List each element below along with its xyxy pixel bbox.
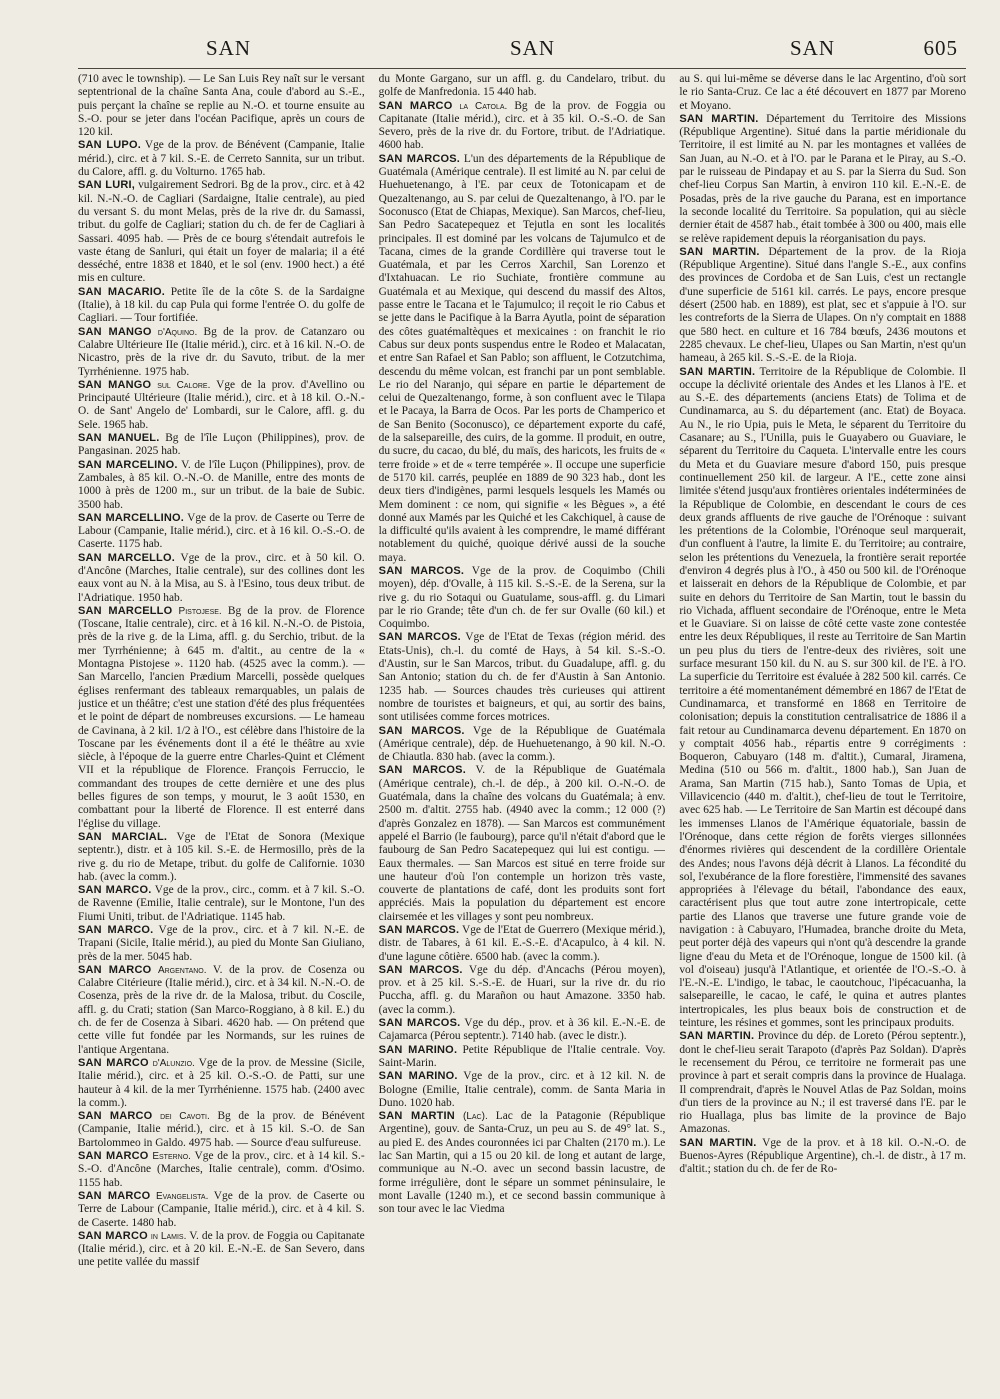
dictionary-entry	[78, 964, 365, 1057]
dictionary-entry	[679, 1030, 966, 1136]
entry-headword-qualifier: Argentano.	[157, 964, 207, 976]
entry-headword-qualifier: sul Calore.	[157, 379, 211, 391]
dictionary-entry	[78, 432, 365, 459]
dictionary-entry	[78, 326, 365, 379]
entry-headword: SAN MARCO	[78, 963, 152, 976]
dictionary-entry	[379, 964, 666, 1017]
entry-headword-qualifier: in Lamis.	[150, 1230, 187, 1242]
column-left	[78, 73, 365, 1393]
dictionary-entry	[679, 366, 966, 1031]
dictionary-entry	[679, 113, 966, 246]
entry-text: Bg de la prov. de Foggia ou Capitanate (Italie mérid.), circ. et à 35 kil. O.-S.-O. de San Severo, près de la rive dr. du Fortore, tribut. de l'Adriatique. 4600 hab.	[378, 99, 666, 152]
entry-text: Vge du dép., prov. et à 36 kil. E.-N.-E. de Cajamarca (Pérou septentr.). 7140 hab. (avec le distr.).	[378, 1017, 666, 1043]
entry-text: Vge de l'Etat de Guerrero (Mexique mérid.), distr. de Tabares, à 61 kil. E.-S.-E. d'Acapulco, à 4 kil. N. d'une lagune côtière. 6500 hab. (avec la comm.).	[378, 924, 666, 963]
column-middle	[379, 73, 666, 1393]
header-center: SAN	[510, 36, 556, 60]
entry-headword: SAN MARCOS.	[378, 764, 466, 777]
column-right	[679, 73, 966, 1393]
entry-headword: SAN MARCELINO.	[78, 458, 178, 471]
entry-headword: SAN MANGO	[78, 325, 152, 338]
dictionary-entry	[78, 512, 365, 552]
entry-text: Bg de la prov. de Florence (Toscane, Italie centrale), circ. et à 16 kil. N.-N.-O. de Pistoia, près de la rive g. de la Lima, affl. g. du Serchio, tribut. de la mer Tyrrhénienne; à 645 m. d'altit., au centre de la « Montagna Pistojese ». 1120 hab. (4525 avec la comm.). — San Marcello, l'ancien Prædium Marcelli, possède quelques églises renfermant des tableaux remarquables, un palais de justice et un théâtre; c'est une station d'été des plus fréquentées et le point de départ de nombreuses excursions. — Le hameau de Cavinana, à 2 kil. 1/2 à l'O., est célèbre dans l'histoire de la Toscane par les événements dont il a été le théâtre au xvie siècle, à l'époque de la guerre entre Charles-Quint et Clément VII et la république de Florence. François Ferruccio, le commandant des troupes de cette dernière et une des plus belles figures de son temps, y mourut, le 3 août 1530, en combattant pour la liberté de Florence. Il est enterré dans l'église du village.	[78, 604, 365, 830]
entry-headword: SAN MARCO	[378, 99, 453, 112]
dictionary-entry	[379, 1017, 666, 1044]
dictionary-entry	[78, 139, 365, 179]
entry-text: Vge de la prov. et à 18 kil. O.-N.-O. de Buenos-Ayres (République Argentine), ch.-l. de distr., à 17 m. d'altit.; station du ch. de fer de Ro-	[679, 1136, 967, 1176]
entry-text: Département du Territoire des Missions (République Argentine). Situé dans la partie méridionale du Territoire, il est limité au N. par les montagnes et vallées de San Juan, au N.-O. et à l'O. par le Parana et le Piray, au S.-O. par le ruisseau de Pindapay et au S. par la Sierra du Sud. Son chef-lieu Corpus San Martin, à environ 110 kil. E.-N.-E. de Posadas, près de la rive gauche du Parana, est en importance la seconde localité du Territoire. Sa population, qui au siècle dernier était de 4587 hab., était tombée à 300 ou 400, mais elle se relève rapidement depuis la réorganisation du pays.	[679, 112, 967, 245]
dictionary-entry	[679, 73, 966, 113]
dictionary-entry	[379, 725, 666, 765]
header-left: SAN	[206, 36, 252, 60]
entry-text: V. de la République de Guatémala (Amérique centrale), ch.-l. de dép., à 200 kil. O.-N.-O. de Guatémala, dans la chaîne des volcans du Guatémala; à env. 2500 m. d'altit. 2755 hab. (4940 avec la comm.; 12 000 (?) d'après Gonzalez en 1878). — San Marcos est communément appelé el Barrio (le faubourg), parce qu'il n'était d'abord que le faubourg de San Pedro Sacatepequez qui lui est contigu. — Eaux thermales. — San Marcos est situé en terre froide sur une hauteur d'où l'on contemple un horizon très vaste, couverte de plantations de café, dont les produits sont fort appréciés. Mais la population du département est encore clairsemée et les villages y sont peu nombreux.	[378, 764, 666, 923]
entry-text: Province du dép. de Loreto (Pérou septentr.), dont le chef-lieu serait Tarapoto (d'après Paz Soldan). D'après le recensement du Pérou, ce territoire ne formerait pas une province à part et serait compris dans la province de Hualaga. Il comprendrait, d'après le Nouvel Atlas de Paz Soldan, moins d'un tiers de la province au N.; il est traversé dans l'E. par le rio Huallaga, plus bas limite de la province de Bajo Amazonas.	[679, 1030, 967, 1136]
entry-text: Vge de la prov. de Messine (Sicile, Italie mérid.), circ. et à 25 kil. O.-S.-O. de Patti, sur une hauteur à 4 kil. de la mer Tyrrhénienne. 1575 hab. (2400 avec la comm.).	[78, 1056, 365, 1109]
dictionary-entry	[379, 631, 666, 724]
entry-text: Vge de la prov. de Coquimbo (Chili moyen), dép. d'Ovalle, à 115 kil. S.-S.-E. de la Serena, sur la rive g. du rio Sotaqui ou Guatulame, sous-affl. g. du Limari par le rio Grande; tête d'un ch. de fer sur Ovalle (60 kil.) et Coquimbo.	[378, 564, 666, 631]
dictionary-entry	[78, 1150, 365, 1190]
entry-headword: SAN MARINO.	[378, 1070, 458, 1083]
dictionary-entry	[379, 764, 666, 924]
entry-headword: SAN MARCOS.	[378, 631, 461, 644]
entry-headword: SAN MARCOS.	[378, 724, 465, 737]
entry-text: Petite République de l'Italie centrale. Voy. Saint-Marin.	[378, 1043, 666, 1069]
entry-headword: SAN MARTIN.	[679, 112, 759, 125]
entry-text: Vge de la prov. de Caserte ou Terre de Labour (Campanie, Italie mérid.), circ. et à 16 kil. O.-S.-O. de Caserte. 1175 hab.	[78, 511, 365, 551]
dictionary-entry	[78, 1230, 365, 1270]
entry-text: Vge de la République de Guatémala (Amérique centrale), dép. de Huehuetenango, à 90 kil. N.-O. de Chiautla. 830 hab. (avec la comm.).	[378, 724, 666, 764]
entry-headword: SAN MANUEL.	[78, 432, 160, 445]
entry-headword-qualifier: Pistojese.	[178, 605, 222, 617]
entry-text: Vge de la prov., circ. et à 50 kil. O. d'Ancône (Marches, Italie centrale), sur des collines dont les eaux vont au N. à la Misa, au S. à l'Esino, tous deux tribut. de l'Adriatique. 1950 hab.	[78, 551, 365, 604]
running-header	[78, 36, 966, 66]
entry-text: au S. qui lui-même se déverse dans le lac Argentino, d'où sort le rio Santa-Cruz. Ce lac a été découvert en 1877 par Moreno et Moyano.	[679, 73, 967, 112]
entry-text: Vge de l'Etat de Sonora (Mexique septentr.), distr. et à 105 kil. S.-E. de Hermosillo, près de la rive g. du rio de Metape, tribut. du golfe de Californie. 1030 hab. (avec la comm.).	[78, 830, 365, 883]
entry-text: Vge de la prov., circ. et à 14 kil. S.-S.-O. d'Ancône (Marches, Italie centrale), comm. d'Osimo. 1155 hab.	[78, 1150, 365, 1189]
dictionary-entry	[78, 924, 365, 964]
entry-headword: SAN MARTIN.	[679, 1030, 755, 1043]
text-columns	[78, 73, 966, 1393]
entry-headword-qualifier: la Catola.	[459, 100, 508, 112]
dictionary-entry	[78, 179, 365, 285]
dictionary-entry	[78, 605, 365, 831]
entry-text: Territoire de la République de Colombie. Il occupe la déclivité orientale des Andes et les Llanos à l'E. et au S.-E. des départements (anciens Etats) de Tolima et de Cundinamarca, au S. du département (anc. Etat) de Boyaca. Au N., le rio Upia, puis le Meta, le séparent du Territoire du Casanare; au S., l'Unilla, puis le Guayabero ou Guaviare, le séparent du Territoire du Caqueta. L'intervalle entre les cours du Meta et du Guaviare mesure d'abord 150, puis presque continuellement 250 kil. de largeur. A l'E., cette zone ainsi limitée s'étend jusqu'aux frontières orientales indéterminées de la République de Colombie, en descendant le cours de ces deux grands affluents de rive gauche de l'Orénoque : suivant les prétentions de la Colombie, l'Orénoque seul marquerait, d'un confluent à l'autre, la limite E. du Territoire; au contraire, selon les prétentions du Venezuela, la frontière serait reportée d'environ 4 degrés plus à l'O., à 450 ou 500 kil. de l'Orénoque et laisserait en dehors de la République de Colombie, et par suite en dehors du Territoire de San Martin, tout le bassin du rio Vichada, affluent secondaire de l'Orénoque, entre le Meta et le Guaviare. Si on laisse de côté cette vaste zone contestée entre les deux Républiques, il reste au Territoire de San Martin un peu plus du tiers de l'entre-deux des rivières, soit une surface mesurant 150 kil. du N. au S. sur 300 kil. de l'E. à l'O. La superficie du Territoire est évaluée à 282 500 kil. carrés. Ce territoire a été momentanément démembré en 1867 de l'Etat de Cundinamarca, et transformé en 1868 en Territoire de colonisation; depuis la constitution centralisatrice de 1886 il a fait retour au Cundinamarca devenu département. En 1870 on y comptait 4056 hab., répartis entre 9 corrégiments : Boqueron, Cabuyaro (148 m. d'altit.), Cumaral, Jiramena, Medina (510 ou 566 m. d'altit., 1800 hab.), San Juan de Arama, San Martin (715 hab.), Santo Tomas de Upia, et Villavicencio (440 m. d'altit.), chef-lieu de tout le Territoire, avec 625 hab. — Le Territoire de San Martin est découpé dans les immenses Llanos de l'Amérique équatoriale, bassin de l'Orénoque, dans cette région de forêts vierges sillonnées d'énormes rivières qui descendent de la cordillère Orientale des Andes; nous l'avons déjà décrit à Llanos. La fécondité du sol, l'exubérance de la flore forestière, l'immensité des savanes appropriées à l'élevage du bétail, l'abondance des eaux, caractérisent plus que tout autre zone intertropicale, cette partie des Llanos que traverse une future grande voie de navigation : à Cabuyaro, l'Humadea, branche droite du Meta, peut porter déjà des vapeurs qui n'ont qu'à descendre la grande ligne d'eau du Meta et de l'Orénoque, longue de 1500 kil. (à vol d'oiseau) jusqu'à l'Atlantique, et orientée de l'O.-S.-O. à l'E.-N.-E. L'indigo, le tabac, le caoutchouc, l'ipécacuanha, la salsepareille, le cacao, le café, le quina et autres plantes intertropicales, les plus beaux bois de construction et de teinture, les résines et gommes, sont les principaux produits.	[679, 365, 967, 1030]
entry-headword: SAN MARTIN.	[679, 365, 756, 378]
entry-text: V. de l'île Luçon (Philippines), prov. de Zambales, à 85 kil. O.-N.-O. de Manille, entre des monts de 1000 à près de 1200 m., sur un tribut. de la baie de Subic. 3500 hab.	[78, 458, 365, 511]
entry-headword: SAN MARCOS.	[378, 564, 465, 577]
dictionary-entry	[78, 884, 365, 924]
dictionary-entry	[379, 100, 666, 153]
dictionary-entry	[379, 1070, 666, 1110]
entry-headword: SAN MARCELLO.	[78, 551, 175, 564]
entry-text: Département de la prov. de la Rioja (République Argentine). Situé dans l'angle S.-E., aux confins des provinces de Cordoba et de San Luis, c'est un rectangle d'une superficie de 5161 kil. carrés. Le pays, encore presque désert (2500 hab. en 1889), est plat, sec et s'appuie à l'O. sur les contreforts de la Sierra de Ulapes. On n'y comptait en 1888 que 580 hect. en culture et 16 784 bœufs, 2436 moutons et 2285 chevaux. Le chef-lieu, Ulapes ou San Martin, n'est qu'un hameau, à 265 kil. S.-S.-E. de la Rioja.	[679, 245, 967, 365]
entry-headword: SAN MARTIN	[378, 1110, 455, 1123]
dictionary-entry	[78, 459, 365, 512]
entry-text: vulgairement Sedrori. Bg de la prov., circ. et à 42 kil. N.-N.-O. de Cagliari (Sardaigne, Italie centrale), au pied du versant S. du mont Melas, près de la rive dr. du Samassi, tribut. du golfe de Cagliari; station du ch. de fer de Cagliari à Sassari. 4095 hab. — Près de ce bourg s'étendait autrefois le vaste étang de Sanluri, qui était un foyer de malaria; il a été desséché, entre 1838 et 1840, et le sol (env. 1900 hect.) a été mis en culture.	[78, 179, 365, 285]
dictionary-entry	[78, 73, 365, 139]
entry-text: Vge de la prov. de Bénévent (Campanie, Italie mérid.), circ. et à 7 kil. S.-E. de Cerreto Sannita, sur un tribut. du Calore, affl. g. du Volturno. 1765 hab.	[78, 139, 365, 179]
entry-headword: SAN MARCO	[78, 1056, 149, 1069]
entry-text: Bg de la prov. de Catanzaro ou Calabre Ultérieure IIe (Italie mérid.), circ. et à 16 kil. N.-O. de Nicastro, près de la rive dr. du Savuto, tribut. de la mer Tyrrhénienne. 1975 hab.	[78, 325, 365, 378]
dictionary-entry	[379, 153, 666, 565]
entry-headword: SAN MARCO	[78, 1110, 153, 1123]
entry-headword: SAN LURI,	[78, 179, 136, 192]
entry-text: Lac de la Patagonie (République Argentine), gouv. de Santa-Cruz, un peu au S. de 49° lat. S., au pied E. des Andes couronnées ici par Chalten (2170 m.). Le lac San Martin, qui a 15 ou 20 kil. de long et autant de large, communique au N.-O. avec un second bassin lacustre, de forme irrégulière, dont le sépare un sommet péninsulaire, le mont Lavalle (1240 m.), et ce second bassin communique à son tour avec le lac Viedma	[378, 1110, 666, 1216]
entry-text: L'un des départements de la République de Guatémala (Amérique centrale). Il est limité au N. par celui de Huehuetenango, à l'E. par ceux de Totonicapam et de Quezaltenango, au S. par celui de Quezaltenango, à l'O. par le Soconusco (Etat de Chiapas, Mexique). San Marcos, chef-lieu, San Pedro Sacatepequez et Tejutla en sont les localités principales. Il est dominé par les volcans de Tajumulco et de Tacana, cimes de la grande Cordillère qui traverse tout le Guatémala, et par les Cerros Xarchil, San Lorenzo et d'Ixtahuacan. Le rio Suchiate, frontière commune au Guatémala et au Mexique, qui descend du massif des Altos, passe entre le Tacana et le Tajumulco; il reçoit le rio Cabus et se jette dans le Pacifique à la Barra Ayutla, point de séparation des côtes guatémaltèques et mexicaines : on franchit le rio Cabus sur deux ponts suspendus entre le Rodeo et Malacatan, et entre San Rafael et San Pablo; son affluent, le Cotzutchima, descendu du même volcan, est franchi par un pont semblable. Le rio del Naranjo, qui sépare en partie le département de celui de Quezaltenango, forme, à son confluent avec le Tilapa et le Pacaya, la Barra de Ocos. Par les ports de Champerico et de San Benito (Soconusco), ce département exporte du café, de la salsepareille, des cuirs, de la gomme. Il produit, en outre, du sucre, du cacao, du blé, du maïs, des haricots, les fruits de « terre froide » et de « terre tempérée ». Il occupe une superficie de 5170 kil. carrés, peuplée en 1889 de 90 323 hab., dont les deux tiers d'indigènes, parmi lesquels lesquels les Mamés ou Mem dominent : ce nom, qui signifie « les Bègues », a été donné aux Mamés par les Quiché et les Cakchiquel, à cause de la difficulté qu'ils avaient à les comprendre, le mamé différant notablement du quiché, quoique dérivé aussi de la souche maya.	[378, 152, 666, 564]
entry-headword: SAN MANGO	[78, 378, 152, 391]
dictionary-entry	[379, 1044, 666, 1071]
entry-headword: SAN MARCELLINO.	[78, 511, 185, 524]
entry-headword-qualifier: dei Cavoti.	[160, 1111, 210, 1123]
entry-headword: SAN LUPO.	[78, 139, 141, 152]
dictionary-entry	[379, 924, 666, 964]
entry-headword: SAN MARTIN.	[679, 245, 760, 258]
entry-text: Bg de l'île Luçon (Philippines), prov. de Pangasinan. 2025 hab.	[78, 432, 365, 458]
entry-headword-qualifier: d'Alunzio.	[152, 1057, 195, 1069]
dictionary-entry	[78, 1110, 365, 1150]
entry-headword: SAN MARCELLO	[78, 604, 173, 617]
header-right: SAN	[790, 36, 836, 60]
dictionary-entry	[78, 1190, 365, 1230]
entry-headword-qualifier: Esterno.	[152, 1151, 191, 1163]
dictionary-entry	[379, 1110, 666, 1216]
dictionary-entry	[679, 1137, 966, 1177]
dictionary-entry	[78, 552, 365, 605]
entry-headword-qualifier: Evangelista.	[156, 1190, 209, 1202]
dictionary-entry	[78, 379, 365, 432]
entry-headword: SAN MARCO	[78, 1150, 149, 1163]
entry-text: (710 avec le township). — Le San Luis Rey naît sur le versant septentrional de la chaîne Santa Ana, coule d'abord au S.-E., puis perçant la chaîne se replie au N.-O. et tourne ensuite au S.-O. pour se jeter dans l'océan Pacifique, après un cours de 120 kil.	[78, 73, 365, 139]
dictionary-entry	[379, 73, 666, 100]
dictionary-entry	[679, 246, 966, 366]
entry-text: Petite île de la côte S. de la Sardaigne (Italie), à 18 kil. du cap Pula qui forme l'entrée O. du golfe de Cagliari. — Tour fortifiée.	[78, 285, 365, 325]
header-rule	[78, 68, 966, 69]
entry-headword: SAN MARCO.	[78, 884, 152, 897]
entry-headword-qualifier: d'Aquino.	[157, 326, 198, 338]
entry-headword: SAN MARCOS.	[378, 152, 461, 165]
entry-text: Vge du dép. d'Ancachs (Pérou moyen), prov. et à 25 kil. S.-S.-E. de Huari, sur la rive dr. du rio Puccha, affl. g. du Marañon ou haut Amazone. 3350 hab. (avec la comm.).	[378, 963, 666, 1016]
entry-text: V. de la prov. de Cosenza ou Calabre Citérieure (Italie mérid.), circ. et à 34 kil. N.-N.-O. de Cosenza, près de la rive dr. de la Malosa, tribut. du Coscile, affl. g. du Crati; station (San Marco-Roggiano, à 8 kil. E.) du ch. de fer de Cosenza à Sibari. 4620 hab. — On prétend que cette ville fut fondée par les Normands, sur les ruines de l'antique Argentana.	[78, 963, 365, 1056]
entry-headword: SAN MARCO	[78, 1229, 148, 1242]
entry-headword: SAN MARCOS.	[378, 924, 460, 936]
page-number: 605	[923, 36, 958, 60]
entry-headword: SAN MARINO.	[378, 1043, 458, 1056]
entry-headword: SAN MACARIO.	[78, 285, 166, 298]
entry-text: Vge de la prov., circ., comm. et à 7 kil. S.-O. de Ravenne (Emilie, Italie centrale), sur le Montone, l'un des Fiumi Uniti, tribut. de l'Adriatique. 1145 hab.	[78, 884, 365, 923]
entry-text: V. de la prov. de Foggia ou Capitanate (Italie mérid.), circ. et à 20 kil. E.-N.-E. de San Severo, dans une petite vallée du massif	[78, 1229, 365, 1269]
entry-headword: SAN MARCIAL.	[78, 830, 168, 843]
dictionary-entry	[78, 831, 365, 884]
entry-text: Vge de la prov. de Caserte ou Terre de Labour (Campanie, Italie mérid.), circ. et à 4 kil. S. de Caserte. 1480 hab.	[78, 1189, 365, 1229]
dictionary-entry	[78, 1057, 365, 1110]
entry-headword: SAN MARCO.	[78, 924, 154, 936]
entry-headword: SAN MARCOS.	[378, 1017, 461, 1030]
entry-headword: SAN MARCO	[78, 1189, 151, 1202]
entry-text: du Monte Gargano, sur un affl. g. du Candelaro, tribut. du golfe de Manfredonia. 15 440 hab.	[378, 73, 666, 99]
entry-text: Vge de la prov. d'Avellino ou Principauté Ultérieure (Italie mérid.), circ. et à 18 kil. O.-N.-O. de Sant' Angelo de' Lombardi, sur le Calore, affl. g. du Sele. 1965 hab.	[78, 378, 365, 431]
dictionary-entry	[379, 565, 666, 631]
dictionary-entry	[78, 286, 365, 326]
entry-headword-qualifier: (Lac).	[463, 1111, 488, 1123]
entry-text: Vge de l'Etat de Texas (région mérid. des Etats-Unis), ch.-l. du comté de Hays, à 54 kil. S.-S.-O. d'Austin, sur le San Marcos, tribut. du Guadalupe, affl. g. du San Antonio; station du ch. de fer d'Austin à San Antonio. 1235 hab. — Sources chaudes très curieuses qui attirent nombre de touristes et baigneurs, et qui, au sortir des bains, sont utilisées comme forces motrices.	[378, 631, 666, 724]
entry-text: Bg de la prov. de Bénévent (Campanie, Italie mérid.), circ. et à 15 kil. S.-O. de San Bartolommeo in Galdo. 4975 hab. — Source d'eau sulfureuse.	[78, 1110, 365, 1149]
entry-text: Vge de la prov., circ. et à 12 kil. N. de Bologne (Emilie, Italie centrale), comm. de Santa Maria in Duno. 1020 hab.	[378, 1070, 666, 1109]
entry-text: Vge de la prov., circ. et à 7 kil. N.-E. de Trapani (Sicile, Italie mérid.), au pied du Monte San Giuliano, près de la mer. 5045 hab.	[78, 924, 365, 963]
entry-headword: SAN MARCOS.	[378, 963, 463, 976]
entry-headword: SAN MARTIN.	[679, 1136, 757, 1149]
